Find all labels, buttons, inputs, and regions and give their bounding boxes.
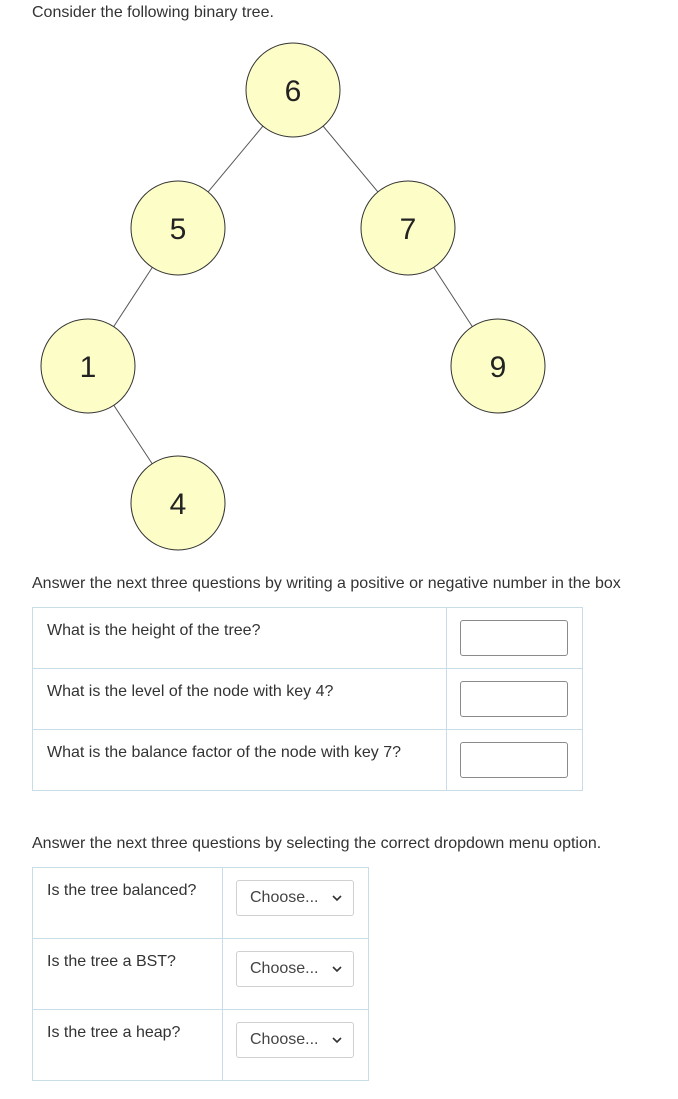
table-row [33, 939, 369, 1010]
tree-edge [114, 267, 153, 326]
heap-dropdown[interactable] [236, 1022, 354, 1058]
tree-node-label: 9 [489, 351, 507, 384]
tree-node-label: 6 [284, 75, 302, 108]
tree-node-label: 1 [79, 351, 97, 384]
tree-node-label: 7 [399, 213, 417, 246]
tree-node-1 [41, 319, 135, 413]
table-row [33, 608, 583, 669]
question-balanced-text: Is the tree balanced? [33, 868, 223, 939]
tree-edge [323, 126, 378, 192]
tree-node-4 [131, 456, 225, 550]
balance-factor-answer-input[interactable] [460, 742, 568, 778]
tree-edge [114, 405, 152, 463]
binary-tree-diagram [0, 40, 678, 555]
dropdown-questions-table [32, 867, 369, 1081]
chevron-down-icon [331, 1034, 343, 1046]
tree-node-label: 4 [169, 488, 187, 521]
balanced-dropdown-value: Choose... [250, 889, 319, 906]
question-balance-factor-text: What is the balance factor of the node with key 7? [33, 730, 447, 791]
question-heap-text: Is the tree a heap? [33, 1010, 223, 1081]
tree-edge [434, 267, 473, 326]
height-answer-input[interactable] [460, 620, 568, 656]
tree-edge [208, 126, 263, 192]
tree-node-9 [451, 319, 545, 413]
chevron-down-icon [331, 963, 343, 975]
question-level-text: What is the level of the node with key 4? [33, 669, 447, 730]
intro-text: Consider the following binary tree. [32, 4, 274, 21]
bst-dropdown[interactable] [236, 951, 354, 987]
question-bst-text: Is the tree a BST? [33, 939, 223, 1010]
table-row [33, 868, 369, 939]
heap-dropdown-value: Choose... [250, 1031, 319, 1048]
tree-node-5 [131, 181, 225, 275]
table-row [33, 1010, 369, 1081]
numeric-questions-table [32, 607, 583, 791]
tree-node-7 [361, 181, 455, 275]
chevron-down-icon [331, 892, 343, 904]
level-answer-input[interactable] [460, 681, 568, 717]
tree-node-label: 5 [169, 213, 187, 246]
question-height-text: What is the height of the tree? [33, 608, 447, 669]
numeric-prompt: Answer the next three questions by writing a positive or negative number in the box [32, 575, 621, 592]
dropdown-prompt: Answer the next three questions by selecting the correct dropdown menu option. [32, 835, 602, 852]
table-row [33, 730, 583, 791]
tree-node-6 [246, 43, 340, 137]
balanced-dropdown[interactable] [236, 880, 354, 916]
bst-dropdown-value: Choose... [250, 960, 319, 977]
table-row [33, 669, 583, 730]
